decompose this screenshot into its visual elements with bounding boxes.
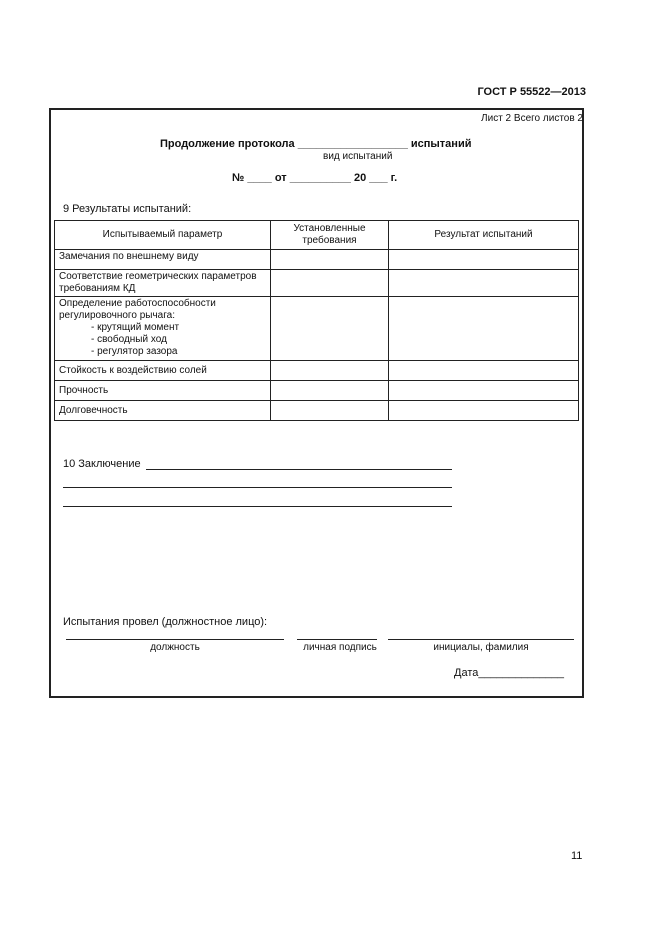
- result-cell: [389, 297, 579, 361]
- result-cell: [389, 401, 579, 421]
- parameter-cell: Замечания по внешнему виду: [55, 250, 271, 270]
- column-header: Результат испытаний: [389, 221, 579, 250]
- protocol-number-date: № ____ от __________ 20 ___ г.: [232, 172, 398, 184]
- table-row: [55, 250, 579, 270]
- column-header: Испытываемый параметр: [55, 221, 271, 250]
- result-cell: [389, 361, 579, 381]
- table-row: [55, 297, 579, 361]
- requirement-cell: [271, 297, 389, 361]
- conclusion-line: [146, 469, 452, 470]
- parameter-cell: Прочность: [55, 381, 271, 401]
- result-cell: [389, 381, 579, 401]
- position-caption: должность: [150, 642, 200, 653]
- table-row: [55, 401, 579, 421]
- signature-line: [297, 639, 377, 640]
- results-table: [54, 220, 579, 421]
- section-10-heading: 10 Заключение: [63, 458, 141, 470]
- table-row: [55, 381, 579, 401]
- date-field: Дата______________: [454, 667, 565, 679]
- parameter-cell: Стойкость к воздействию солей: [55, 361, 271, 381]
- requirement-cell: [271, 270, 389, 297]
- sub-parameter: - регулятор зазора: [91, 346, 178, 357]
- table-row: [55, 361, 579, 381]
- requirement-cell: [271, 401, 389, 421]
- requirement-cell: [271, 361, 389, 381]
- sub-parameter: - свободный ход: [91, 334, 167, 345]
- sub-parameter: - крутящий момент: [91, 322, 180, 333]
- conclusion-line: [63, 487, 452, 488]
- signature-caption: личная подпись: [303, 642, 377, 653]
- requirement-cell: [271, 381, 389, 401]
- requirement-cell: [271, 250, 389, 270]
- parameter-text: Определение работоспособности регулировочного рычага:: [59, 298, 216, 321]
- page-number: 11: [571, 850, 583, 862]
- section-9-heading: 9 Результаты испытаний:: [63, 203, 192, 215]
- result-cell: [389, 250, 579, 270]
- table-row: [55, 270, 579, 297]
- sheet-info: Лист 2 Всего листов 2: [481, 113, 583, 124]
- protocol-title: Продолжение протокола __________________ испытаний: [160, 138, 472, 150]
- table-header-row: [55, 221, 579, 250]
- parameter-cell: Соответствие геометрических параметров требованиям КД: [55, 270, 271, 297]
- name-line: [388, 639, 574, 640]
- standard-designation: ГОСТ Р 55522—2013: [477, 86, 586, 98]
- result-cell: [389, 270, 579, 297]
- parameter-cell: [55, 297, 271, 361]
- test-kind-caption: вид испытаний: [323, 151, 393, 162]
- position-line: [66, 639, 284, 640]
- name-caption: инициалы, фамилия: [433, 642, 529, 653]
- column-header: Установленные требования: [271, 221, 389, 250]
- tested-by-heading: Испытания провел (должностное лицо):: [63, 616, 268, 628]
- parameter-cell: Долговечность: [55, 401, 271, 421]
- conclusion-line: [63, 506, 452, 507]
